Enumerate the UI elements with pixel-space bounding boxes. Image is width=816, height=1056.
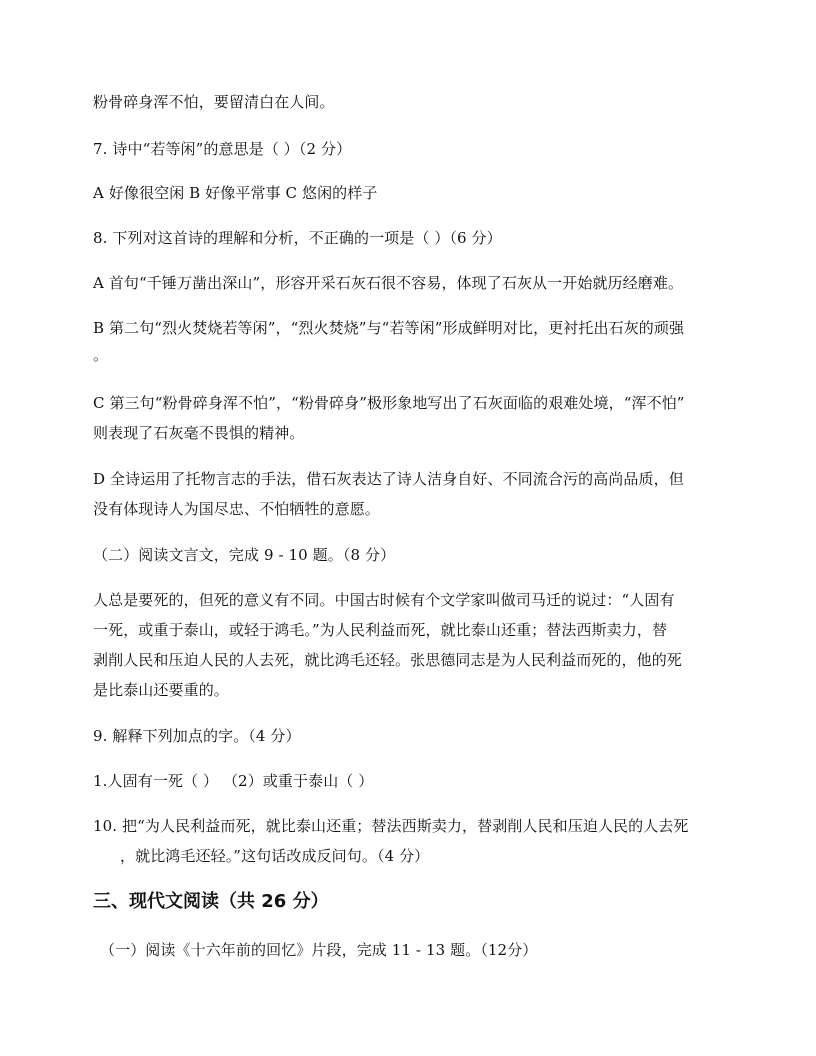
- question-8-option-c-line-2: 则表现了石灰毫不畏惧的精神。: [93, 424, 305, 442]
- classical-passage-line-3: 剥削人民和压迫人民的人去死，就比鸿毛还轻。张思德同志是为人民利益而死的，他的死: [93, 651, 682, 669]
- question-8-option-b-line-2: 。: [93, 346, 109, 364]
- question-7-options: A 好像很空闲 B 好像平常事 C 悠闲的样子: [93, 184, 378, 202]
- question-7: 7. 诗中“若等闲”的意思是（ ）（2 分）: [93, 140, 352, 158]
- section-3-part-1: （一）阅读《十六年前的回忆》片段，完成 11 - 13 题。（12分）: [100, 941, 538, 959]
- section-2-classical-reading: （二）阅读文言文，完成 9 - 10 题。（8 分）: [93, 546, 396, 564]
- question-8-option-c-line-1: C 第三句“粉骨碎身浑不怕”，“粉骨碎身”极形象地写出了石灰面临的艰难处境，“浑不怕”: [93, 394, 685, 412]
- question-9: 9. 解释下列加点的字。（4 分）: [93, 727, 301, 745]
- question-10-line-2: ，就比鸿毛还轻。”这句话改成反问句。（4 分）: [120, 847, 430, 865]
- question-10-line-1: 10. 把“为人民利益而死，就比泰山还重；替法西斯卖力，替剥削人民和压迫人民的人去死: [93, 817, 689, 835]
- poem-last-line: 粉骨碎身浑不怕，要留清白在人间。: [93, 93, 335, 111]
- classical-passage-line-2: 一死，或重于泰山，或轻于鸿毛。”为人民利益而死，就比泰山还重；替法西斯卖力，替: [93, 621, 668, 639]
- question-8-option-a: A 首句“千锤万凿出深山”，形容开采石灰石很不容易，体现了石灰从一开始就历经磨难。: [93, 274, 684, 292]
- classical-passage-line-1: 人总是要死的，但死的意义有不同。中国古时候有个文学家叫做司马迁的说过：“人固有: [93, 591, 675, 609]
- question-8-option-b-line-1: B 第二句“烈火焚烧若等闲”，“烈火焚烧”与“若等闲”形成鲜明对比，更衬托出石灰的顽强: [93, 319, 685, 337]
- question-8-option-d-line-1: D 全诗运用了托物言志的手法，借石灰表达了诗人洁身自好、不同流合污的高尚品质，但: [93, 470, 684, 488]
- section-3-heading: 三、现代文阅读（共 26 分）: [93, 891, 329, 912]
- question-8-option-d-line-2: 没有体现诗人为国尽忠、不怕牺牲的意愿。: [93, 500, 380, 518]
- question-8: 8. 下列对这首诗的理解和分析，不正确的一项是（ ）（6 分）: [93, 229, 502, 247]
- question-9-items: 1.人固有一死（ ） （2）或重于泰山（ ）: [93, 772, 374, 790]
- classical-passage-line-4: 是比泰山还要重的。: [93, 681, 229, 699]
